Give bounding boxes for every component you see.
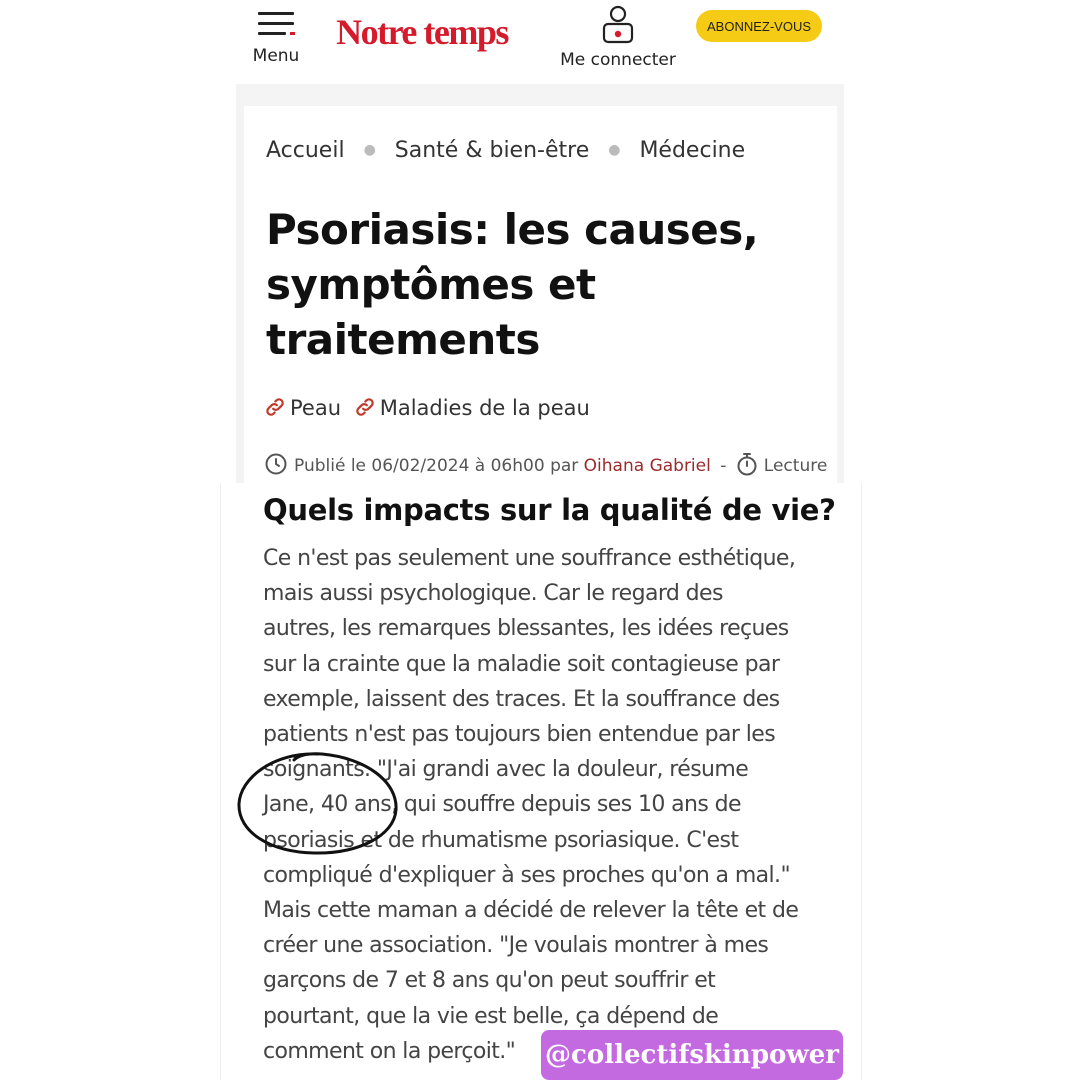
subscribe-button[interactable]: ABONNEZ-VOUS [696, 10, 822, 42]
login-button[interactable] [558, 4, 678, 70]
article-meta [264, 452, 827, 476]
paragraph-line: Ce n'est pas seulement une souffrance esthétique, [263, 546, 796, 571]
menu-button[interactable] [244, 10, 308, 66]
author-link[interactable]: Oihana Gabriel [583, 456, 711, 476]
clock-icon [264, 452, 288, 476]
login-label[interactable]: Me connecter [560, 50, 676, 70]
tag-peau[interactable] [264, 396, 348, 420]
paragraph-line: exemple, laissent des traces. Et la souffrance des [263, 686, 780, 712]
breadcrumb-home[interactable]: Accueil [266, 138, 345, 163]
article-title: Psoriasis: les causes, symptômes et traitements [266, 205, 759, 364]
paragraph-line: autres, les remarques blessantes, les idées reçues [263, 616, 789, 642]
breadcrumb-medecine[interactable]: Médecine [639, 138, 746, 163]
link-icon [264, 396, 286, 418]
paragraph-line: compliqué d'expliquer à ses proches qu'on a mal." [263, 862, 790, 888]
paragraph-line: comment on la perçoit." [263, 1038, 516, 1064]
article-section [220, 483, 862, 1080]
paragraph-line: psoriasis et de rhumatisme psoriasique. C'est [263, 827, 739, 853]
paragraph-line: créer une association. "Je voulais montrer à mes [263, 933, 769, 959]
menu-label[interactable]: Menu [252, 46, 300, 66]
paragraph-line: Jane, 40 ans, qui souffre depuis ses 10 ans de [263, 792, 741, 818]
watermark-badge: @collectifskinpower [541, 1030, 843, 1080]
paragraph-line: Mais cette maman a décidé de relever la tête et de [263, 898, 799, 924]
link-icon [354, 396, 376, 418]
breadcrumb-separator: ● [363, 142, 376, 158]
tag-maladies-de-la-peau[interactable] [354, 396, 590, 420]
paragraph-line: pourtant, que la vie est belle, ça dépend de [263, 1003, 719, 1029]
paragraph-line: soignants. "J'ai grandi avec la douleur, résume [263, 757, 749, 783]
meta-separator: - [720, 456, 727, 476]
reading-time-label: Lecture [763, 456, 828, 476]
paragraph-line: garçons de 7 et 8 ans qu'on peut souffrir et [263, 968, 716, 994]
paragraph-line: patients n'est pas toujours bien entendue par les [263, 722, 776, 748]
paragraph-line: mais aussi psychologique. Car le regard des [263, 581, 723, 607]
stopwatch-icon [736, 452, 758, 476]
section-heading: Quels impacts sur la qualité de vie? [263, 493, 836, 527]
breadcrumb [266, 138, 745, 163]
article-header-card [244, 106, 837, 486]
published-date: Publié le 06/02/2024 à 06h00 par [294, 456, 579, 476]
breadcrumb-separator: ● [608, 142, 621, 158]
tag-list [264, 396, 590, 420]
section-paragraph [263, 541, 833, 1069]
paragraph-line: sur la crainte que la maladie soit contagieuse par [263, 651, 780, 677]
site-header [236, 0, 844, 85]
hamburger-icon[interactable] [258, 10, 294, 38]
site-logo[interactable]: Notre temps [336, 12, 508, 52]
breadcrumb-sante[interactable]: Santé & bien-être [394, 138, 590, 163]
user-icon[interactable] [601, 4, 635, 44]
tag-label[interactable]: Maladies de la peau [379, 396, 590, 420]
tag-label[interactable]: Peau [290, 396, 342, 420]
